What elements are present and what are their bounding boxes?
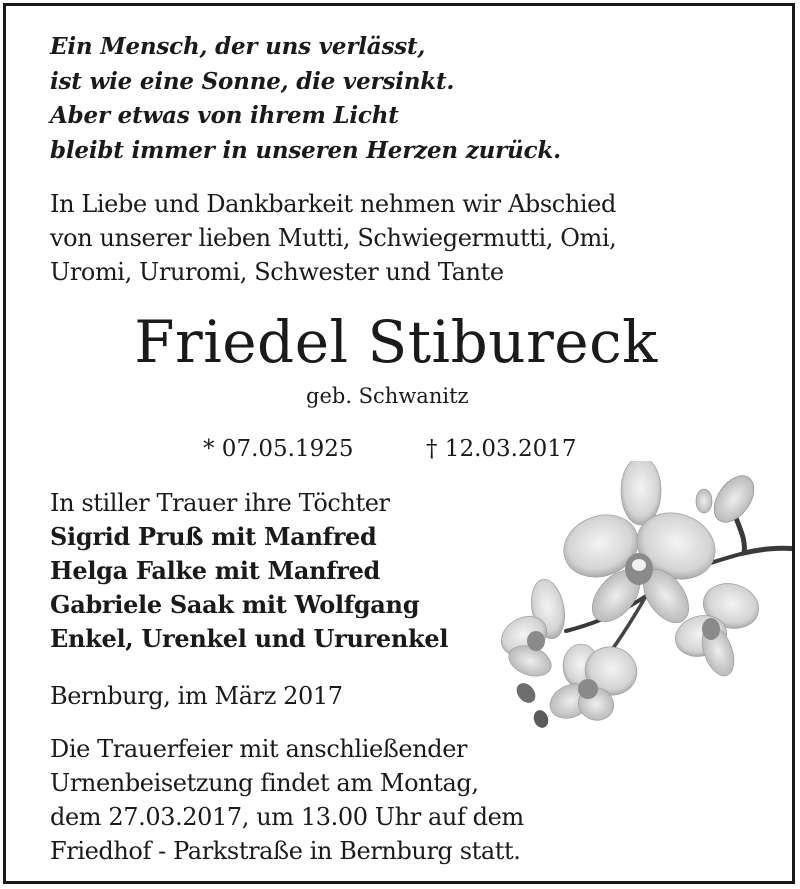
intro-line: In Liebe und Dankbarkeit nehmen wir Abschied [50, 190, 616, 218]
poem-line: bleibt immer in unseren Herzen zurück. [50, 136, 561, 164]
mourners-intro: In stiller Trauer ihre Töchter [50, 489, 390, 517]
death-date: † 12.03.2017 [426, 436, 577, 462]
birth-date: * 07.05.1925 [203, 436, 354, 462]
intro-line: Uromi, Ururomi, Schwester und Tante [50, 258, 504, 286]
mourner-name: Sigrid Pruß mit Manfred [50, 522, 377, 551]
poem-line: Ein Mensch, der uns verlässt, [50, 33, 426, 60]
mourner-name: Enkel, Urenkel und Ururenkel [50, 624, 449, 653]
service-line: dem 27.03.2017, um 13.00 Uhr auf dem [50, 803, 524, 831]
obituary-notice [3, 3, 795, 884]
birth-name: geb. Schwanitz [306, 384, 469, 408]
orchid-branch-icon [496, 461, 795, 736]
service-line: Die Trauerfeier mit anschließender [50, 735, 468, 763]
poem-line: ist wie eine Sonne, die versinkt. [50, 67, 455, 95]
memorial-poem [50, 30, 561, 168]
poem-line: Aber etwas von ihrem Licht [50, 102, 399, 129]
mourners-list [50, 486, 448, 656]
service-line: Urnenbeisetzung findet am Montag, [50, 769, 479, 797]
place-and-date: Bernburg, im März 2017 [50, 682, 343, 710]
mourner-name: Gabriele Saak mit Wolfgang [50, 590, 420, 619]
deceased-name: Friedel Stibureck [134, 308, 658, 376]
service-line: Friedhof - Parkstraße in Bernburg statt. [50, 837, 521, 865]
funeral-service-info [50, 732, 524, 868]
farewell-intro [50, 187, 616, 289]
mourner-name: Helga Falke mit Manfred [50, 556, 381, 585]
intro-line: von unserer lieben Mutti, Schwiegermutti, Omi, [50, 224, 617, 252]
